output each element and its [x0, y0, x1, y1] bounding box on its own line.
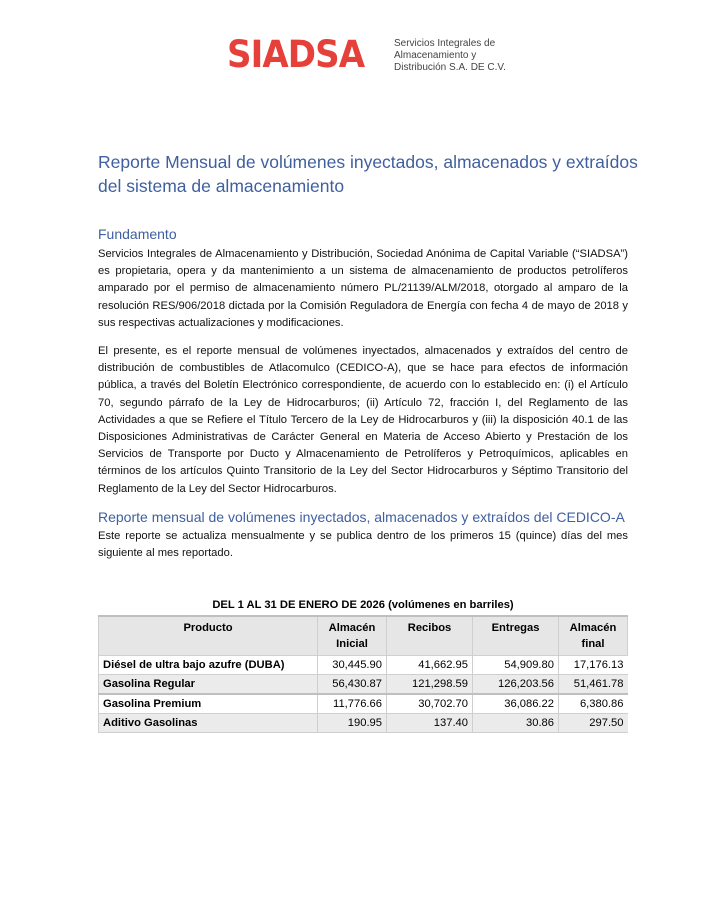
cell-recibos: 30,702.70	[387, 694, 473, 714]
cell-almacen-final: 297.50	[559, 714, 628, 733]
logo-wordmark: SIADSA	[227, 33, 365, 76]
company-logo	[227, 33, 506, 76]
header-almacen-inicial: Almacén Inicial	[318, 616, 387, 656]
company-name-line: Almacenamiento y	[394, 50, 477, 61]
fundamento-paragraph-1: Servicios Integrales de Almacenamiento y Distribución, Sociedad Anónima de Capital Variable (“SIADSA”) es propietaria, opera y da mantenimiento a un sistema de almacenamiento de productos petrolíferos amparado por el permiso de almacenamiento número PL/21139/ALM/2018, otorgado al amparo de la resolución RES/906/2018 dictada por la Comisión Reguladora de Energía con fecha 4 de mayo de 2018 y sus respectivas actualizaciones y modificaciones.	[98, 248, 628, 329]
header-entregas: Entregas	[473, 616, 559, 656]
header-almacen-final: Almacén final	[559, 616, 628, 656]
cell-entregas: 54,909.80	[473, 656, 559, 675]
cell-almacen-final: 51,461.78	[559, 675, 628, 695]
cell-almacen-inicial: 30,445.90	[318, 656, 387, 675]
header-recibos: Recibos	[387, 616, 473, 656]
table-row	[99, 656, 628, 675]
table-row	[99, 675, 628, 695]
cell-producto: Diésel de ultra bajo azufre (DUBA)	[99, 656, 318, 675]
cell-recibos: 121,298.59	[387, 675, 473, 695]
cell-recibos: 41,662.95	[387, 656, 473, 675]
fundamento-paragraph-2: El presente, es el reporte mensual de volúmenes inyectados, almacenados y extraídos del centro de distribución de combustibles de Atlacomulco (CEDICO-A), que se hace para efectos de información pública, a través del Boletín Electrónico correspondiente, de acuerdo con lo establecido en: (i) el Artículo 70, segundo párrafo de la Ley de Hidrocarburos; (ii) Artículo 72, fracción I, del Reglamento de las Actividades a que se Refiere el Título Tercero de la Ley de Hidrocarburos y (iii) la disposición 40.1 de las Disposiciones Administrativas de Carácter General en Materia de Acceso Abierto y Prestación de los Servicios de Transporte por Ducto y Almacenamiento de Petrolíferos y Petroquímicos, aplicables en términos de los artículos Quinto Transitorio de la Ley del Sector Hidrocarburos y Séptimo Transitorio del Reglamento de la Ley del Sector Hidrocarburos.	[98, 345, 628, 495]
section-heading-fundamento: Fundamento	[98, 226, 177, 242]
table-caption: DEL 1 AL 31 DE ENERO DE 2026 (volúmenes en barriles)	[212, 599, 514, 611]
cell-almacen-final: 17,176.13	[559, 656, 628, 675]
header-producto: Producto	[99, 616, 318, 656]
table-header-row	[99, 616, 628, 656]
cell-entregas: 126,203.56	[473, 675, 559, 695]
reporte-paragraph: Este reporte se actualiza mensualmente y se publica dentro de los primeros 15 (quince) días del mes siguiente al mes reportado.	[98, 530, 628, 560]
cell-entregas: 36,086.22	[473, 694, 559, 714]
company-name-line: Servicios Integrales de	[394, 38, 496, 49]
company-name-line: Distribución S.A. DE C.V.	[394, 62, 506, 73]
cell-entregas: 30.86	[473, 714, 559, 733]
cell-almacen-final: 6,380.86	[559, 694, 628, 714]
cell-almacen-inicial: 11,776.66	[318, 694, 387, 714]
table-row	[99, 714, 628, 733]
cell-producto: Aditivo Gasolinas	[99, 714, 318, 733]
table-row	[99, 694, 628, 714]
document-title: Reporte Mensual de volúmenes inyectados, almacenados y extraídos del sistema de almacenamiento	[98, 152, 638, 196]
cell-producto: Gasolina Regular	[99, 675, 318, 695]
volumes-table	[98, 615, 628, 733]
section-heading-reporte: Reporte mensual de volúmenes inyectados, almacenados y extraídos del CEDICO-A	[98, 509, 625, 525]
cell-almacen-inicial: 190.95	[318, 714, 387, 733]
cell-almacen-inicial: 56,430.87	[318, 675, 387, 695]
cell-producto: Gasolina Premium	[99, 694, 318, 714]
company-name	[394, 38, 544, 74]
cell-recibos: 137.40	[387, 714, 473, 733]
